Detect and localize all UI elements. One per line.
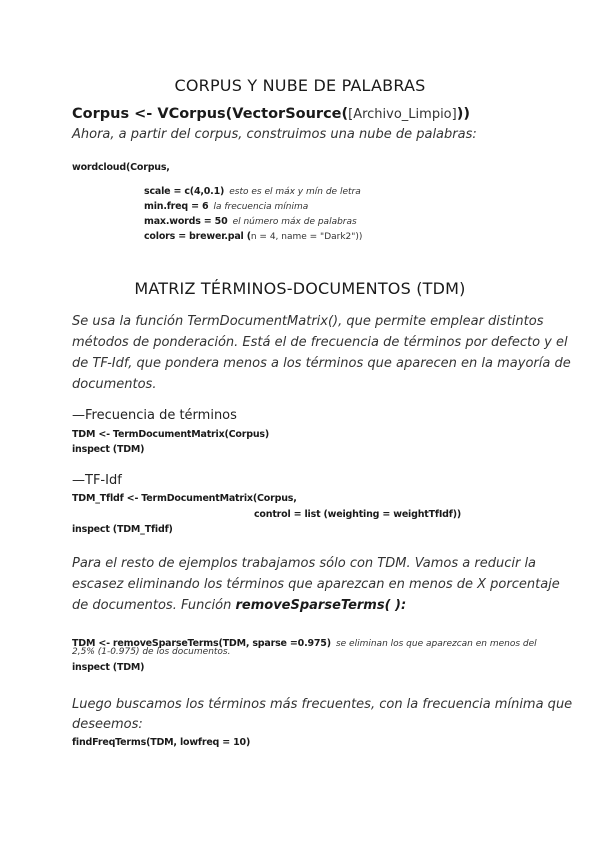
corpus-code-arg: [Archivo_Limpio]	[348, 107, 457, 122]
paragraph-line	[72, 595, 528, 616]
param-code: scale = c(4,0.1)	[144, 186, 225, 197]
param-note: n = 4, name = "Dark2"))	[250, 232, 363, 242]
section-title-corpus: CORPUS Y NUBE DE PALABRAS	[174, 76, 426, 95]
tfidf-heading: —TF-Idf	[72, 473, 122, 488]
param-note: el número máx de palabras	[232, 217, 357, 227]
sparse-paragraph	[72, 553, 560, 616]
param-code: colors = brewer.pal (	[144, 231, 251, 242]
param-code: max.words = 50	[144, 216, 228, 227]
freq-heading: —Frecuencia de términos	[72, 408, 237, 423]
sparse-inspect-code: inspect (TDM)	[72, 662, 145, 673]
corpus-code-suffix: ))	[456, 106, 470, 122]
corpus-intro-text: Ahora, a partir del corpus, construimos una nube de palabras:	[72, 127, 477, 142]
corpus-code-prefix: Corpus <- VCorpus(VectorSource(	[72, 106, 349, 122]
paragraph-line: de TF-Idf, que pondera menos a los términos que aparecen en la mayoría de	[72, 356, 571, 371]
tdm-intro-paragraph	[72, 311, 571, 395]
find-freq-terms-code: findFreqTerms(TDM, lowfreq = 10)	[72, 737, 251, 748]
sparse-note-continued: 2,5% (1-0.975) de los documentos.	[72, 647, 231, 657]
paragraph-line: Se usa la función TermDocumentMatrix(), que permite emplear distintos	[72, 314, 544, 329]
sparse-code: TDM <- removeSparseTerms(TDM, sparse =0.975)	[72, 638, 331, 649]
param-code: min.freq = 6	[144, 201, 209, 212]
tfidf-code-control: control = list (weighting = weightTfIdf))	[254, 509, 461, 520]
freq-terms-text-line2: deseemos:	[72, 717, 143, 732]
paragraph-line: métodos de ponderación. Está el de frecuencia de términos por defecto y el	[72, 335, 568, 350]
tfidf-code-tdm: TDM_Tfldf <- TermDocumentMatrix(Corpus,	[72, 493, 297, 504]
paragraph-line-text: de documentos. Función	[72, 598, 236, 613]
wordcloud-param-colors	[144, 224, 362, 243]
param-note: esto es el máx y mín de letra	[229, 187, 361, 197]
sparse-note: se eliminan los que aparezcan en menos del	[335, 639, 537, 649]
freq-code-tdm: TDM <- TermDocumentMatrix(Corpus)	[72, 429, 269, 440]
section-title-tdm: MATRIZ TÉRMINOS-DOCUMENTOS (TDM)	[134, 279, 466, 298]
paragraph-line: escasez eliminando los términos que aparezcan en menos de X porcentaje	[72, 577, 560, 592]
remove-sparse-function: removeSparseTerms( ):	[235, 598, 407, 613]
corpus-code-line	[72, 106, 470, 122]
param-note: la frecuencia mínima	[213, 202, 309, 212]
tfidf-code-inspect: inspect (TDM_Tfidf)	[72, 524, 173, 535]
freq-terms-text-line1: Luego buscamos los términos más frecuentes, con la frecuencia mínima que	[72, 697, 573, 712]
freq-code-inspect: inspect (TDM)	[72, 444, 145, 455]
wordcloud-call: wordcloud(Corpus,	[72, 162, 170, 173]
paragraph-line: documentos.	[72, 377, 157, 392]
paragraph-line: Para el resto de ejemplos trabajamos sólo con TDM. Vamos a reducir la	[72, 556, 537, 571]
